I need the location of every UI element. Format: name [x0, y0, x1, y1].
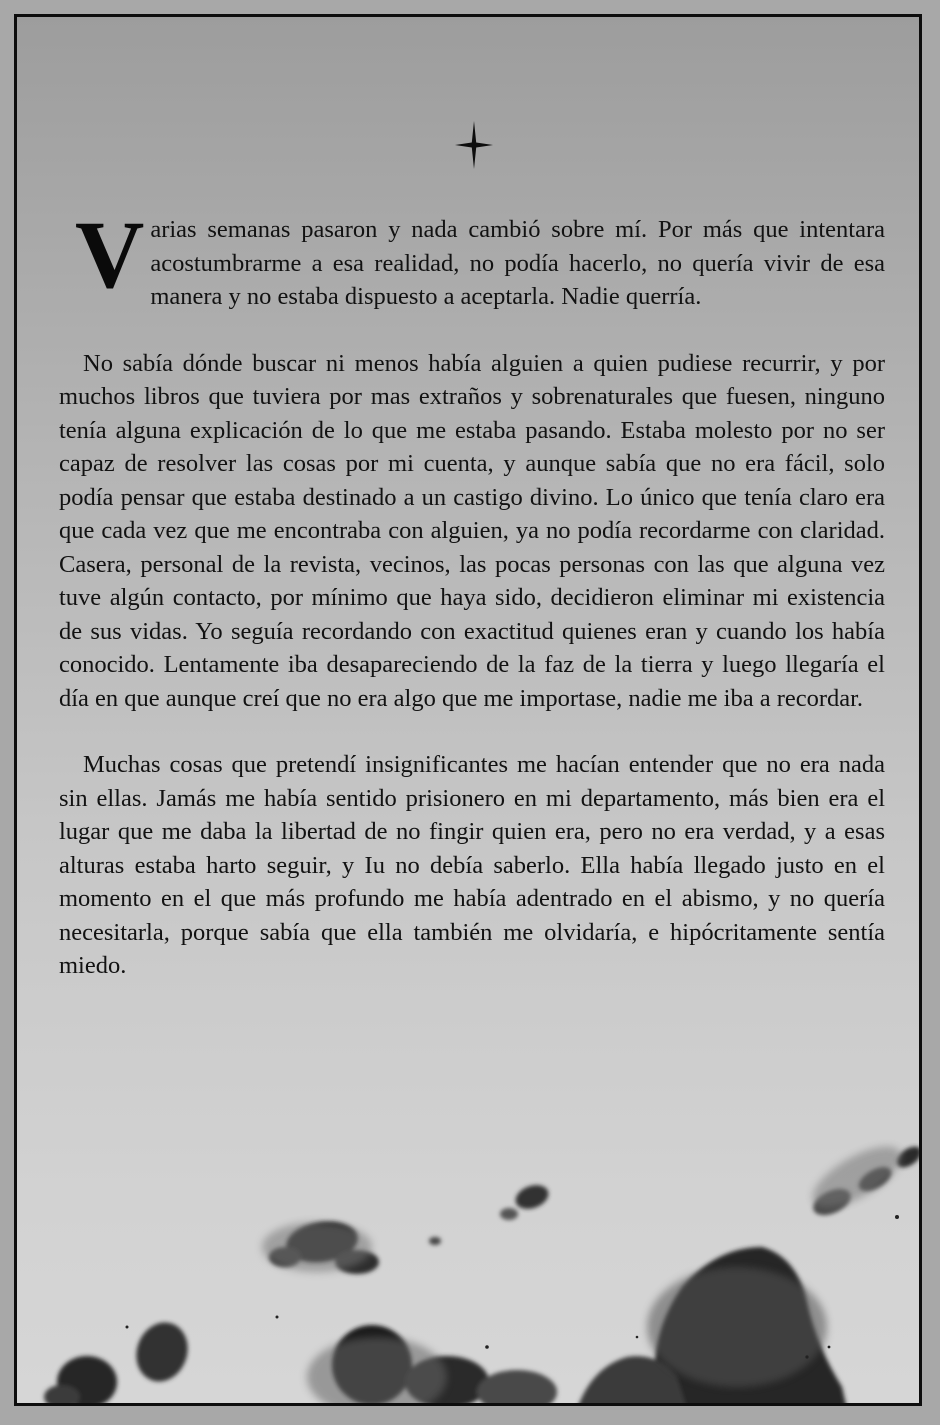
- ink-splatter-decoration: [17, 1097, 922, 1406]
- paragraph-1: [59, 201, 885, 314]
- paragraph-2: No sabía dónde buscar ni menos había alguien a quien pudiese recurrir, y por muchos libros que tuviera por mas extraños y sobrenaturales que fuesen, ninguno tenía alguna explicación de lo que me estaba pasando. Estaba molesto por no ser capaz de resolver las cosas por mi cuenta, y aunque sabía que no era fácil, solo podía pensar que estaba destinado a un castigo divino. Lo único que tenía claro era que cada vez que me encontraba con alguien, ya no podía recordarme con claridad. Casera, personal de la revista, vecinos, las pocas personas con las que alguna vez tuve algún contacto, por mínimo que haya sido, decidieron eliminar mi existencia de sus vidas. Yo seguía recordando con exactitud quienes eran y cuando los había conocido. Lentamente iba desapareciendo de la faz de la tierra y luego llegaría el día en que aunque creí que no era algo que me importase, nadie me iba a recordar.: [59, 349, 885, 712]
- paragraph-1-text: arias semanas pasaron y nada cambió sobre mí. Por más que intentara acostumbrarme a esa realidad, no podía hacerlo, no quería vivir de esa manera y no estaba dispuesto a aceptarla. Nadie querría.: [150, 216, 885, 310]
- story-text: [59, 201, 885, 1016]
- four-point-star-icon: [455, 121, 493, 169]
- paragraph-3: Muchas cosas que pretendí insignificantes me hacían entender que no era nada sin ellas. Jamás me había sentido prisionero en mi departamento, más bien era el lugar que me daba la libertad de no fingir quien era, pero no era verdad, y a esas alturas estaba harto seguir, y Iu no debía saberlo. Ella había llegado justo en el momento en el que más profundo me había adentrado en el abismo, y no quería necesitarla, porque sabía que ella también me olvidaría, e hipócritamente sentía miedo.: [59, 751, 885, 979]
- drop-cap: V: [75, 201, 145, 308]
- page-frame: [14, 14, 922, 1406]
